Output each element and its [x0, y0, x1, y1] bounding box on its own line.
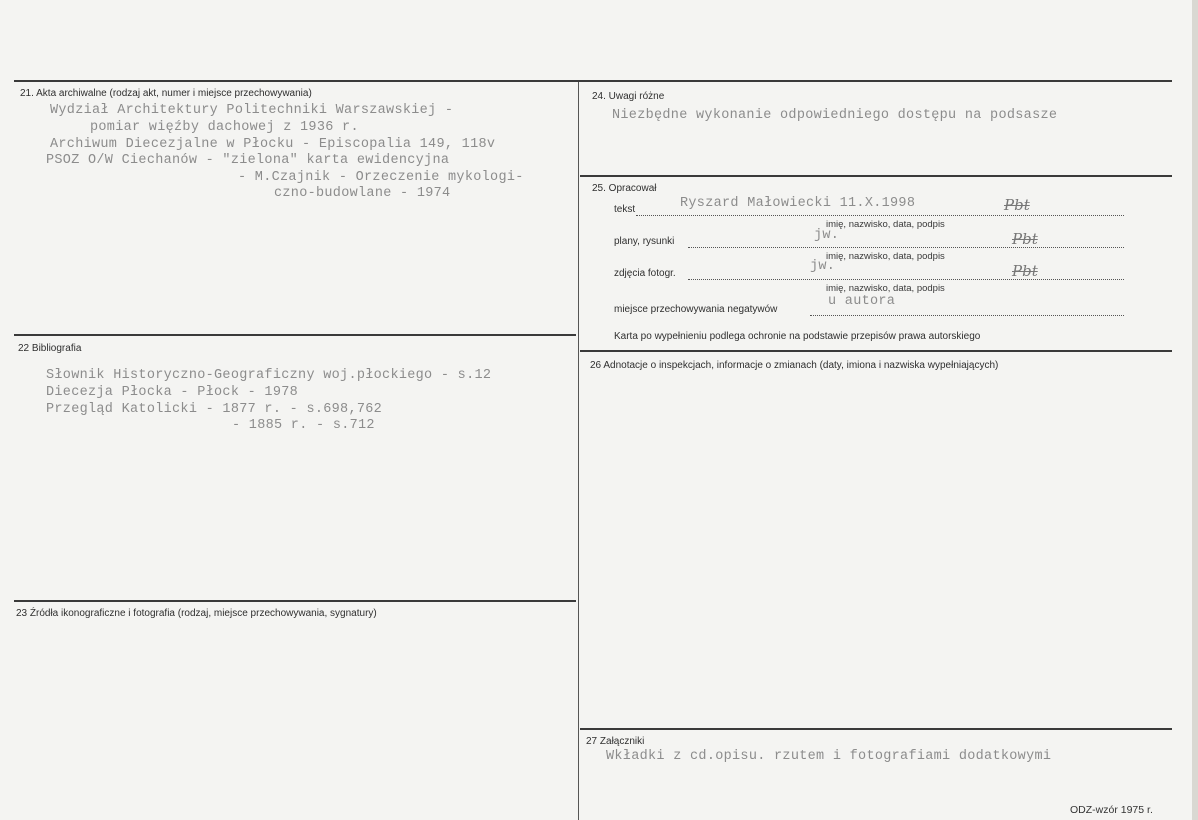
section-27-label: 27 Załączniki	[586, 736, 645, 747]
rule-26-27	[580, 728, 1172, 730]
negatywy-line	[810, 314, 1124, 316]
negatywy-label: miejsce przechowywania negatywów	[614, 304, 778, 315]
section-21-line-2: pomiar więźby dachowej z 1936 r.	[90, 120, 359, 135]
tekst-line	[636, 214, 1124, 216]
section-22-line-2: Diecezja Płocka - Płock - 1978	[46, 385, 299, 400]
section-27-text: Wkładki z cd.opisu. rzutem i fotografiami dodatkowymi	[606, 749, 1052, 764]
rule-24-25	[580, 175, 1172, 177]
signature-1: Pbt	[1004, 196, 1030, 214]
tekst-sublabel: imię, nazwisko, data, podpis	[826, 219, 945, 230]
section-24-text: Niezbędne wykonanie odpowiedniego dostępu na podsasze	[612, 108, 1058, 123]
section-22-line-3: Przegląd Katolicki - 1877 r. - s.698,762	[46, 402, 383, 417]
zdjecia-sublabel: imię, nazwisko, data, podpis	[826, 283, 945, 294]
section-22-line-1: Słownik Historyczno-Geograficzny woj.płockiego - s.12	[46, 368, 492, 383]
top-rule	[14, 80, 1172, 82]
section-21-label: 21. Akta archiwalne (rodzaj akt, numer i miejsce przechowywania)	[20, 88, 312, 99]
page-edge	[1192, 0, 1198, 820]
section-21-line-4: PSOZ O/W Ciechanów - "zielona" karta ewidencyjna	[46, 153, 450, 168]
section-21-line-1: Wydział Architektury Politechniki Warszawskiej -	[50, 103, 454, 118]
tekst-value: Ryszard Małowiecki 11.X.1998	[680, 196, 916, 211]
section-22-label: 22 Bibliografia	[18, 343, 82, 354]
section-21-line-5: - M.Czajnik - Orzeczenie mykologi-	[238, 170, 524, 185]
section-22-line-4: - 1885 r. - s.712	[232, 418, 375, 433]
rule-22-23	[14, 600, 576, 602]
signature-3: Pbt	[1012, 262, 1038, 280]
rule-25-26	[580, 350, 1172, 352]
section-25-label: 25. Opracował	[592, 183, 657, 194]
column-divider	[578, 82, 579, 820]
section-21-line-3: Archiwum Diecezjalne w Płocku - Episcopalia 149, 118v	[50, 137, 496, 152]
zdjecia-line	[688, 278, 1124, 280]
zdjecia-value: jw.	[810, 259, 836, 274]
section-21-line-6: czno-budowlane - 1974	[274, 186, 451, 201]
copyright-note: Karta po wypełnieniu podlega ochronie na podstawie przepisów prawa autorskiego	[614, 331, 981, 342]
plany-sublabel: imię, nazwisko, data, podpis	[826, 251, 945, 262]
plany-line	[688, 246, 1124, 248]
plany-value: jw.	[814, 228, 840, 243]
tekst-label: tekst	[614, 204, 636, 215]
zdjecia-label: zdjęcia fotogr.	[614, 268, 676, 279]
rule-21-22	[14, 334, 576, 336]
form-code: ODZ-wzór 1975 r.	[1070, 804, 1153, 816]
section-23-label: 23 Źródła ikonograficzne i fotografia (rodzaj, miejsce przechowywania, sygnatury)	[16, 608, 377, 619]
section-26-label: 26 Adnotacje o inspekcjach, informacje o zmianach (daty, imiona i nazwiska wypełniających)	[590, 360, 999, 371]
negatywy-value: u autora	[828, 294, 896, 309]
plany-label: plany, rysunki	[614, 236, 675, 247]
signature-2: Pbt	[1012, 230, 1038, 248]
section-24-label: 24. Uwagi różne	[592, 91, 665, 102]
